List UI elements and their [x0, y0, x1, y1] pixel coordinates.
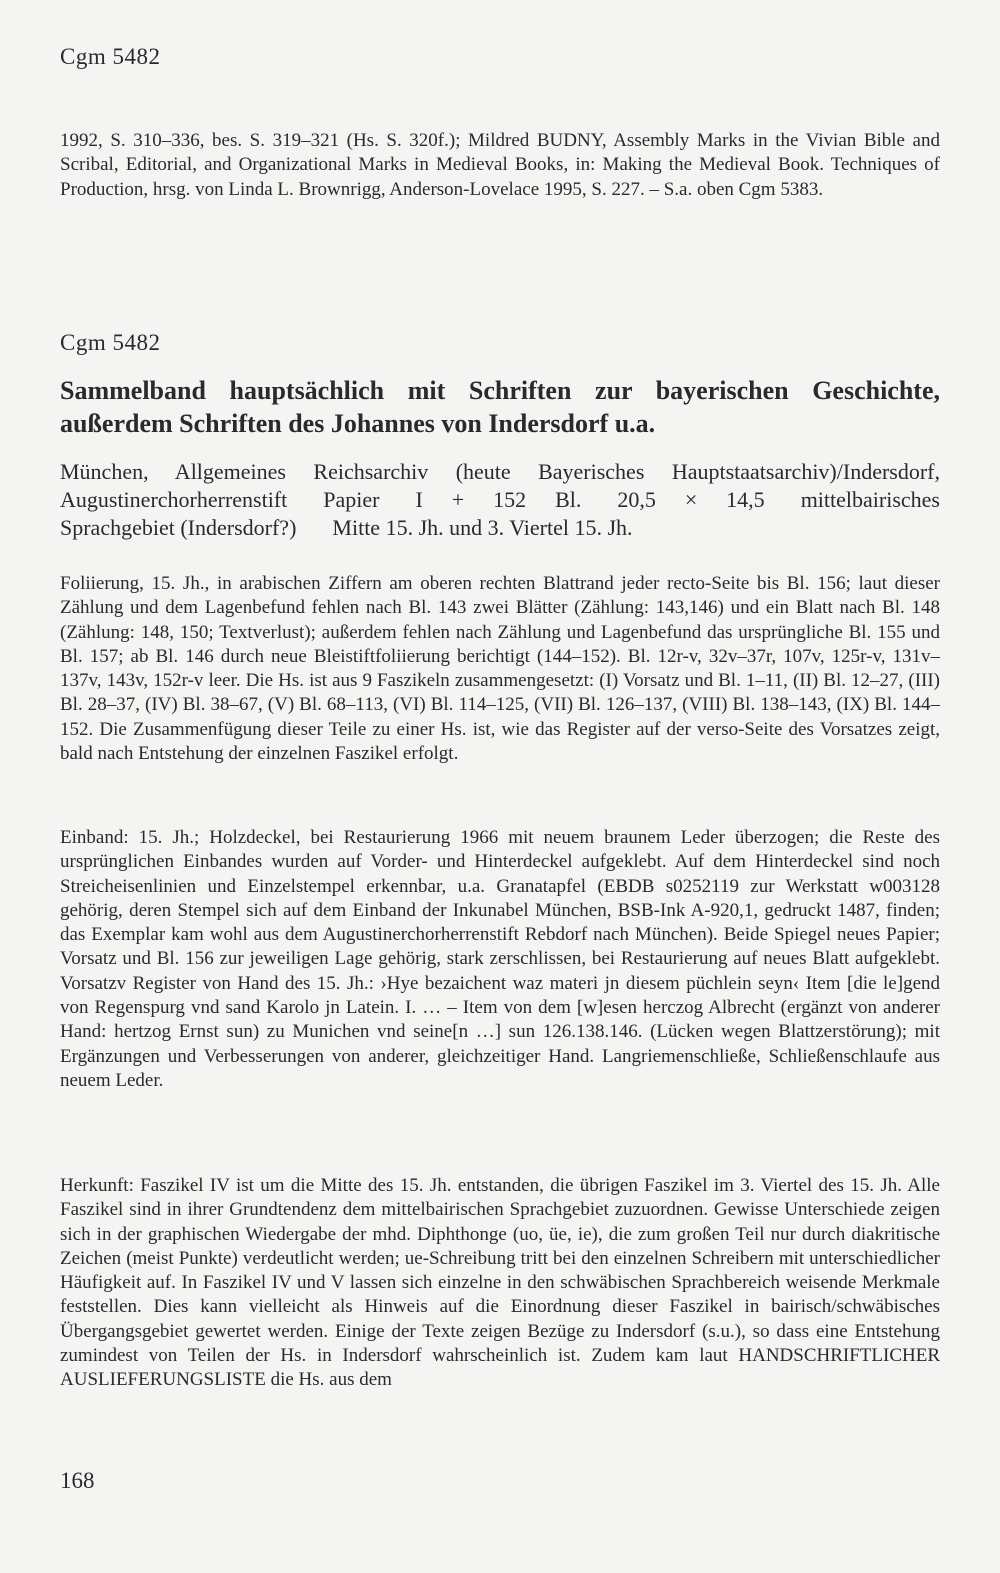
einband-paragraph: Einband: 15. Jh.; Holzdeckel, bei Restaurierung 1966 mit neuem braunem Leder überzogen; die Reste des ursprünglichen Einbandes wurden auf Vorder- und Hinterdeckel aufgeklebt. Auf dem Hinterdeckel sind noch Streicheisenlinien und Einzelstempel erkennbar, u.a. Granatapfel (EBDB s0252119 zur Werkstatt w003128 gehörig, deren Stempel sich auf dem Einband der Inkunabel München, BSB-Ink A-920,1, gedruckt 1487, finden; das Exemplar kam wohl aus dem Augustinerchorherrenstift Rebdorf nach München). Beide Spiegel neues Papier; Vorsatz und Bl. 156 zur jeweiligen Lage gehörig, stark zerschlissen, bei Restaurierung auf neues Blatt aufgeklebt. Vorsatzv Register von Hand des 15. Jh.: ›Hye bezaichent waz materi jn diesem püchlein seyn‹ Item [die le]gend von Regenspurg vnd sand Karolo jn Latein. I. … – Item von dem [w]esen herczog Albrecht (ergänzt von anderer Hand: hertzog Ernst sun) zu Munichen vnd seine[n …] sun 126.138.146. (Lücken wegen Blattzerstörung); mit Ergänzungen und Verbesserungen von anderer, gleichzeitiger Hand. Langriemenschließe, Schließenschlaufe aus neuem Leder. — [60, 827, 940, 1091]
herkunft-paragraph: Herkunft: Faszikel IV ist um die Mitte des 15. Jh. entstanden, die übrigen Faszikel im 3. Viertel des 15. Jh. Alle Faszikel sind in ihrer Grundtendenz dem mittelbairischen Sprachgebiet zuzuordnen. Gewisse Unterschiede zeigen sich in der graphischen Wiedergabe der mhd. Diphthonge (uo, üe, ie), die zum großen Teil nur durch diakritische Zeichen (meist Punkte) verdeutlicht werden; ue-Schreibung tritt bei den einzelnen Schreibern mit unterschiedlicher Häufigkeit auf. In Faszikel IV und V lassen sich einzelne in den schwäbischen Sprachbereich weisende Merkmale feststellen. Dies kann vielleicht als Hinweis auf die Einordnung dieser Faszikel in bairisch/schwäbisches Übergangsgebiet gewertet werden. Einige der Texte zeigen Bezüge zu Indersdorf (s.u.), so dass eine Entstehung zumindest von Teilen der Hs. in Indersdorf wahrscheinlich ist. Zudem kam laut HANDSCHRIFTLICHER AUSLIEFERUNGSLISTE die Hs. aus dem — [60, 1175, 940, 1391]
leaf-count: I + 152 Bl. — [415, 487, 582, 512]
material: Papier — [323, 487, 380, 512]
date: Mitte 15. Jh. und 3. Viertel 15. Jh. — [332, 515, 633, 540]
dialect: mittelbairisches Sprachgebiet (Indersdorf?) — [60, 487, 940, 540]
entry-signature: Cgm 5482 — [60, 330, 161, 355]
entry-title: Sammelband hauptsächlich mit Schriften zur bayerischen Geschichte, außerdem Schriften des Johannes von Indersdorf u.a. — [60, 376, 940, 438]
page-number: 168 — [60, 1468, 95, 1493]
foliierung-paragraph: Foliierung, 15. Jh., in arabischen Ziffern am oberen rechten Blattrand jeder recto-Seite bis Bl. 156; laut dieser Zählung und dem Lagenbefund fehlen nach Bl. 143 zwei Blätter (Zählung: 143,146) und ein Blatt nach Bl. 148 (Zählung: 148, 150; Textverlust); außerdem fehlen nach Zählung und Lagenbefund das ursprüngliche Bl. 155 und Bl. 157; ab Bl. 146 durch neue Bleistiftfoliierung berichtigt (144–152). Bl. 12r-v, 32v–37r, 107v, 125r-v, 131v–137v, 143v, 152r-v leer. Die Hs. ist aus 9 Faszikeln zusammengesetzt: (I) Vorsatz und Bl. 1–11, (II) Bl. 12–27, (III) Bl. 28–37, (IV) Bl. 38–67, (V) Bl. 68–113, (VI) Bl. 114–125, (VII) Bl. 126–137, (VIII) Bl. 138–143, (IX) Bl. 144–152. Die Zusammenfügung dieser Teile zu einer Hs. ist, wie das Register auf der verso-Seite des Vorsatzes zeigt, bald nach Entstehung der einzelnen Faszikel erfolgt. — [60, 573, 940, 765]
entry-metadata — [60, 458, 940, 542]
format: 20,5 × 14,5 — [617, 487, 765, 512]
provenance: München, Allgemeines Reichsarchiv (heute Bayerisches Hauptstaatsarchiv)/Indersdorf, Augustinerchorherrenstift — [60, 459, 940, 512]
running-head: Cgm 5482 — [60, 44, 161, 69]
bibliography-continuation: 1992, S. 310–336, bes. S. 319–321 (Hs. S. 320f.); Mildred BUDNY, Assembly Marks in the Vivian Bible and Scribal, Editorial, and Organizational Marks in Medieval Books, in: Making the Medieval Book. Techniques of Production, hrsg. von Linda L. Brownrigg, Anderson-Lovelace 1995, S. 227. – S.a. oben Cgm 5383. — [60, 130, 940, 200]
